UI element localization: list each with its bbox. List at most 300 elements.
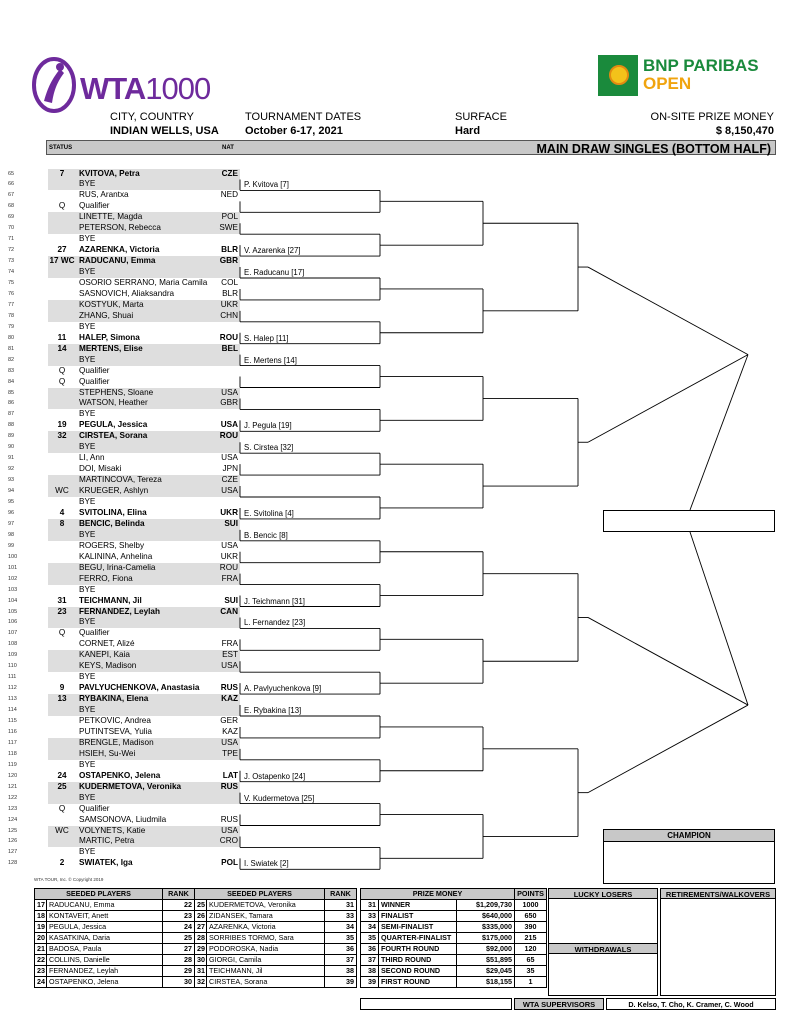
- player-nationality: UKR: [220, 551, 238, 561]
- player-name: RYBAKINA, Elena: [79, 694, 149, 704]
- prize-amount: $92,000: [457, 944, 515, 955]
- player-nationality: CAN: [220, 606, 238, 616]
- player-status: 24: [57, 770, 67, 780]
- prize-row: [361, 933, 547, 944]
- draw-position: 95: [8, 499, 15, 505]
- player-name: RADUCANU, Emma: [79, 256, 156, 266]
- player-nationality: JPN: [222, 464, 238, 474]
- prize-label: ON-SITE PRIZE MONEY: [650, 111, 774, 123]
- draw-position: 97: [8, 520, 15, 527]
- player-name: BYE: [79, 409, 96, 419]
- seed-rank: 35: [325, 933, 357, 944]
- prize-row: [361, 955, 547, 966]
- player-nationality: USA: [221, 486, 238, 496]
- seed-player: PEGULA, Jessica: [47, 922, 163, 933]
- prize-round: SEMI-FINALIST: [379, 922, 457, 933]
- prize-amount: $640,000: [457, 911, 515, 922]
- player-name: ROGERS, Shelby: [79, 540, 145, 550]
- final-winner-box: [603, 510, 775, 532]
- draw-position: 102: [8, 575, 18, 582]
- player-name: SASNOVICH, Aliaksandra: [79, 288, 175, 298]
- prize-row: [361, 900, 547, 911]
- prize-amount: $175,000: [457, 933, 515, 944]
- player-status: 11: [57, 332, 67, 342]
- draw-position: 108: [8, 641, 18, 648]
- player-nationality: RUS: [220, 683, 238, 693]
- player-status: 7: [59, 168, 65, 178]
- draw-position: 103: [8, 586, 18, 593]
- prize-row: [361, 911, 547, 922]
- player-name: BYE: [79, 267, 96, 277]
- player-name: KALININA, Anhelina: [79, 551, 153, 561]
- player-name: BYE: [79, 179, 96, 189]
- seed-number: 30: [195, 955, 207, 966]
- seed-number: 21: [35, 944, 47, 955]
- second-round-name: S. Cirstea [32]: [244, 443, 294, 453]
- player-status: 19: [57, 420, 67, 430]
- bnp-line2: OPEN: [643, 74, 692, 93]
- sf-diagonal: [588, 705, 748, 793]
- player-name: RUS, Arantxa: [79, 190, 129, 200]
- seed-rank: 23: [163, 911, 195, 922]
- player-nationality: CZE: [221, 475, 238, 485]
- player-name: PEGULA, Jessica: [79, 420, 148, 430]
- player-name: SVITOLINA, Elina: [79, 507, 147, 517]
- player-status: WC: [55, 825, 69, 835]
- player-name: WATSON, Heather: [79, 398, 148, 408]
- dates-value: October 6-17, 2021: [245, 125, 343, 137]
- player-nationality: BLR: [221, 245, 238, 255]
- player-nationality: USA: [221, 453, 238, 463]
- wta-num: 1000: [145, 71, 211, 106]
- player-status: 17 WC: [49, 256, 75, 266]
- draw-position: 115: [8, 718, 17, 724]
- seed-number: 18: [35, 911, 47, 922]
- prize-points: 35: [515, 966, 547, 977]
- seeds-header-1: SEEDED PLAYERS: [35, 889, 163, 900]
- player-nationality: USA: [221, 737, 238, 747]
- draw-position: 90: [8, 444, 15, 451]
- draw-position: 96: [8, 509, 15, 516]
- surface-label: SURFACE: [455, 111, 507, 123]
- player-name: Qualifier: [79, 803, 110, 813]
- player-nationality: POL: [221, 212, 238, 222]
- player-status: Q: [58, 803, 66, 813]
- player-nationality: GBR: [219, 256, 238, 266]
- player-status: 9: [59, 683, 65, 693]
- player-name: CORNET, Alizé: [79, 639, 135, 649]
- second-round-name: P. Kvitova [7]: [244, 180, 289, 190]
- player-status: 2: [59, 858, 65, 868]
- draw-position: 82: [8, 356, 15, 363]
- player-name: KANEPI, Kaia: [79, 650, 130, 660]
- player-nationality: NED: [220, 190, 238, 200]
- second-round-name: J. Pegula [19]: [244, 421, 292, 431]
- draw-position: 120: [8, 772, 18, 779]
- seed-row: [35, 922, 357, 933]
- draw-position: 128: [8, 860, 18, 867]
- player-name: BYE: [79, 792, 96, 802]
- copyright: WTA TOUR, Inc. © Copyright 2019: [34, 877, 104, 882]
- player-status: WC: [55, 486, 69, 496]
- player-name: AZARENKA, Victoria: [79, 245, 160, 255]
- seed-rank: 24: [163, 922, 195, 933]
- draw-position: 79: [8, 323, 15, 330]
- seed-rank: 30: [163, 977, 195, 988]
- player-name: HALEP, Simona: [79, 332, 140, 342]
- player-name: ZHANG, Shuai: [79, 310, 134, 320]
- champion-box: [603, 841, 775, 884]
- seed-number: 17: [35, 900, 47, 911]
- player-name: LINETTE, Magda: [79, 212, 143, 222]
- player-nationality: USA: [221, 540, 238, 550]
- draw-position: 119: [8, 761, 17, 768]
- seed-player: SORRIBES TORMO, Sara: [207, 933, 325, 944]
- draw-position: 76: [8, 290, 15, 297]
- draw-position: 118: [8, 750, 17, 757]
- draw-position: 71: [8, 236, 15, 243]
- prize-money-table: [360, 888, 547, 988]
- draw-position: 127: [8, 849, 18, 856]
- city-label: CITY, COUNTRY: [110, 111, 194, 123]
- second-round-name: I. Swiatek [2]: [244, 859, 289, 869]
- seed-row: [35, 955, 357, 966]
- player-name: BEGU, Irina-Camelia: [79, 562, 156, 572]
- player-name: FERRO, Fiona: [79, 573, 133, 583]
- draw-position: 91: [8, 455, 15, 462]
- prize-seed-ref: 37: [361, 955, 379, 966]
- draw-position: 72: [8, 247, 15, 254]
- draw-position: 85: [8, 389, 15, 396]
- prize-seed-ref: 36: [361, 944, 379, 955]
- draw-position: 116: [8, 728, 17, 735]
- draw-position: 105: [8, 608, 18, 615]
- draw-position: 93: [8, 477, 15, 484]
- player-status: Q: [58, 365, 66, 375]
- seed-row: [35, 966, 357, 977]
- seeded-players-table: [34, 888, 357, 988]
- withdrawals-header: WITHDRAWALS: [548, 943, 658, 954]
- player-nationality: KAZ: [221, 694, 238, 704]
- player-nationality: TPE: [222, 748, 238, 758]
- player-nationality: EST: [222, 650, 238, 660]
- seed-player: BADOSA, Paula: [47, 944, 163, 955]
- player-name: LI, Ann: [79, 453, 105, 463]
- prize-points: 650: [515, 911, 547, 922]
- player-status: 23: [57, 606, 67, 616]
- prize-round: WINNER: [379, 900, 457, 911]
- seed-number: 22: [35, 955, 47, 966]
- player-nationality: SUI: [224, 595, 238, 605]
- player-status: 31: [57, 595, 67, 605]
- draw-position: 83: [8, 367, 15, 374]
- player-nationality: LAT: [222, 770, 238, 780]
- second-round-name: E. Rybakina [13]: [244, 706, 302, 715]
- prize-seed-ref: 39: [361, 977, 379, 988]
- player-name: PUTINTSEVA, Yulia: [79, 726, 152, 736]
- draw-position: 75: [8, 280, 15, 286]
- player-name: BYE: [79, 442, 96, 452]
- seed-number: 20: [35, 933, 47, 944]
- prize-row: [361, 966, 547, 977]
- player-name: KRUEGER, Ashlyn: [79, 486, 149, 496]
- prize-round: SECOND ROUND: [379, 966, 457, 977]
- seed-number: 23: [35, 966, 47, 977]
- draw-position: 117: [8, 739, 17, 746]
- draw-position: 124: [8, 816, 18, 823]
- second-round-name: B. Bencic [8]: [244, 530, 288, 540]
- player-name: BYE: [79, 234, 96, 244]
- prize-points: 65: [515, 955, 547, 966]
- player-name: BENCIC, Belinda: [79, 518, 145, 528]
- wta-bold: WTA: [80, 71, 146, 106]
- player-name: PETERSON, Rebecca: [79, 223, 161, 233]
- seed-number: 31: [195, 966, 207, 977]
- player-name: PAVLYUCHENKOVA, Anastasia: [79, 683, 200, 693]
- draw-position: 88: [8, 422, 15, 429]
- player-status: 14: [57, 343, 67, 353]
- draw-position: 67: [8, 192, 15, 199]
- player-nationality: UKR: [220, 507, 238, 517]
- player-nationality: ROU: [219, 431, 238, 441]
- draw-position: 69: [8, 214, 15, 221]
- signature-box: [360, 998, 512, 1010]
- player-name: HSIEH, Su-Wei: [79, 748, 136, 758]
- player-nationality: RUS: [220, 781, 238, 791]
- player-status: 25: [57, 781, 67, 791]
- draw-position: 99: [8, 542, 15, 549]
- seed-rank: 25: [163, 933, 195, 944]
- draw-position: 92: [8, 466, 15, 473]
- prize-round: FIRST ROUND: [379, 977, 457, 988]
- seed-rank: 36: [325, 944, 357, 955]
- status-column-label: STATUS: [49, 145, 73, 151]
- prize-points: 390: [515, 922, 547, 933]
- player-name: KVITOVA, Petra: [79, 168, 140, 178]
- seed-row: [35, 933, 357, 944]
- player-nationality: KAZ: [222, 726, 238, 736]
- player-name: MARTINCOVA, Tereza: [79, 475, 162, 485]
- points-header: POINTS: [515, 889, 547, 900]
- draw-position: 104: [8, 597, 18, 604]
- sf-diagonal: [588, 355, 748, 443]
- nat-column-label: NAT: [222, 145, 234, 151]
- seed-rank: 31: [325, 900, 357, 911]
- prize-seed-ref: 31: [361, 900, 379, 911]
- draw-position: 89: [8, 433, 15, 440]
- seed-rank: 27: [163, 944, 195, 955]
- draw-position: 107: [8, 630, 18, 637]
- player-name: TEICHMANN, Jil: [79, 595, 142, 605]
- prize-row: [361, 977, 547, 988]
- prize-seed-ref: 33: [361, 911, 379, 922]
- player-nationality: SWE: [219, 223, 238, 233]
- sf-diagonal: [588, 617, 748, 705]
- player-name: Qualifier: [79, 365, 110, 375]
- player-nationality: USA: [221, 825, 238, 835]
- player-nationality: UKR: [220, 299, 238, 309]
- draw-position: 65: [8, 170, 15, 177]
- supervisors-label: WTA SUPERVISORS: [514, 998, 604, 1010]
- seed-number: 24: [35, 977, 47, 988]
- draw-position: 126: [8, 838, 18, 845]
- seed-row: [35, 977, 357, 988]
- draw-position: 106: [8, 619, 18, 626]
- player-nationality: USA: [220, 420, 238, 430]
- prize-seed-ref: 38: [361, 966, 379, 977]
- seed-rank: 37: [325, 955, 357, 966]
- seed-rank: 39: [325, 977, 357, 988]
- seed-rank: 22: [163, 900, 195, 911]
- player-status: 32: [57, 431, 67, 441]
- prize-header: PRIZE MONEY: [361, 889, 515, 900]
- prize-points: 215: [515, 933, 547, 944]
- second-round-name: E. Raducanu [17]: [244, 268, 305, 277]
- draw-position: 121: [8, 783, 18, 790]
- player-name: OSORIO SERRANO, Maria Camila: [79, 278, 208, 287]
- seed-number: 28: [195, 933, 207, 944]
- draw-position: 111: [8, 674, 17, 681]
- seed-number: 25: [195, 900, 207, 911]
- retirements-header: RETIREMENTS/WALKOVERS: [660, 888, 776, 899]
- player-nationality: CZE: [221, 168, 238, 178]
- draw-position: 84: [8, 378, 15, 385]
- seed-player: OSTAPENKO, Jelena: [47, 977, 163, 988]
- draw-position: 110: [8, 663, 17, 670]
- player-name: BRENGLE, Madison: [79, 737, 154, 747]
- prize-amount: $1,209,730: [457, 900, 515, 911]
- player-name: BYE: [79, 672, 96, 682]
- seed-rank: 34: [325, 922, 357, 933]
- prize-value: $ 8,150,470: [715, 125, 774, 137]
- draw-position: 68: [8, 203, 15, 210]
- player-name: MERTENS, Elise: [79, 343, 143, 353]
- draw-position: 77: [8, 301, 15, 308]
- player-name: SWIATEK, Iga: [79, 858, 133, 868]
- draw-position: 87: [8, 411, 15, 418]
- prize-points: 120: [515, 944, 547, 955]
- final-diagonal: [690, 532, 748, 705]
- seeds-header-4: RANK: [325, 889, 357, 900]
- seed-player: COLLINS, Danielle: [47, 955, 163, 966]
- draw-position: 80: [8, 334, 15, 341]
- prize-round: FOURTH ROUND: [379, 944, 457, 955]
- player-nationality: POL: [221, 858, 238, 868]
- player-name: Qualifier: [79, 376, 110, 386]
- player-name: BYE: [79, 529, 96, 539]
- player-name: STEPHENS, Sloane: [79, 387, 154, 397]
- draw-position: 123: [8, 805, 18, 812]
- player-name: BYE: [79, 354, 96, 364]
- player-status: 13: [57, 694, 67, 704]
- prize-round: THIRD ROUND: [379, 955, 457, 966]
- prize-round: QUARTER-FINALIST: [379, 933, 457, 944]
- prize-row: [361, 944, 547, 955]
- seed-rank: 33: [325, 911, 357, 922]
- seed-number: 26: [195, 911, 207, 922]
- player-nationality: BEL: [221, 343, 238, 353]
- seed-player: KASATKINA, Daria: [47, 933, 163, 944]
- seed-row: [35, 900, 357, 911]
- final-diagonal: [690, 355, 748, 510]
- player-status: 4: [59, 507, 65, 517]
- seed-row: [35, 944, 357, 955]
- lucky-losers-box: [548, 888, 658, 996]
- player-nationality: COL: [221, 278, 238, 287]
- player-name: SAMSONOVA, Liudmila: [79, 814, 167, 824]
- seeds-header-3: SEEDED PLAYERS: [195, 889, 325, 900]
- bnp-line1: BNP PARIBAS: [643, 56, 759, 75]
- player-name: KOSTYUK, Marta: [79, 299, 144, 309]
- player-status: Q: [58, 628, 66, 638]
- prize-points: 1: [515, 977, 547, 988]
- player-name: BYE: [79, 759, 96, 769]
- draw-position: 94: [8, 488, 15, 495]
- lucky-losers-header: LUCKY LOSERS: [548, 888, 658, 899]
- draw-position: 81: [8, 345, 15, 352]
- seed-number: 27: [195, 922, 207, 933]
- seed-player: KUDERMETOVA, Veronika: [207, 900, 325, 911]
- prize-amount: $51,895: [457, 955, 515, 966]
- player-name: FERNANDEZ, Leylah: [79, 606, 160, 616]
- second-round-name: V. Kudermetova [25]: [244, 793, 315, 803]
- player-name: KEYS, Madison: [79, 661, 137, 671]
- player-name: PETKOVIC, Andrea: [79, 716, 151, 725]
- draw-position: 78: [8, 312, 15, 319]
- prize-points: 1000: [515, 900, 547, 911]
- draw-position: 70: [8, 225, 15, 232]
- seed-player: GIORGI, Camila: [207, 955, 325, 966]
- sf-diagonal: [588, 267, 748, 355]
- player-name: BYE: [79, 617, 96, 627]
- player-name: BYE: [79, 497, 96, 506]
- prize-amount: $29,045: [457, 966, 515, 977]
- draw-position: 122: [8, 794, 18, 801]
- player-nationality: FRA: [221, 639, 238, 649]
- seed-number: 29: [195, 944, 207, 955]
- second-round-name: V. Azarenka [27]: [244, 246, 301, 256]
- seed-player: ZIDANSEK, Tamara: [207, 911, 325, 922]
- player-nationality: SUI: [224, 518, 238, 528]
- seed-player: AZARENKA, Victoria: [207, 922, 325, 933]
- seed-number: 19: [35, 922, 47, 933]
- second-round-name: E. Mertens [14]: [244, 355, 297, 365]
- draw-position: 66: [8, 181, 15, 188]
- player-name: BYE: [79, 705, 96, 715]
- player-name: BYE: [79, 584, 96, 594]
- player-nationality: CHN: [220, 310, 238, 320]
- draw-position: 100: [8, 553, 18, 560]
- dates-label: TOURNAMENT DATES: [245, 111, 362, 123]
- second-round-name: E. Svitolina [4]: [244, 508, 294, 518]
- second-round-name: A. Pavlyuchenkova [9]: [244, 684, 322, 694]
- player-status: 8: [59, 518, 65, 528]
- player-name: Qualifier: [79, 628, 110, 638]
- draw-position: 114: [8, 707, 17, 714]
- retirements-box: [660, 888, 776, 996]
- draw-position: 101: [8, 564, 18, 571]
- seed-player: KONTAVEIT, Anett: [47, 911, 163, 922]
- second-round-name: L. Fernandez [23]: [244, 618, 306, 628]
- seed-rank: 29: [163, 966, 195, 977]
- player-name: Qualifier: [79, 201, 110, 211]
- player-nationality: FRA: [221, 573, 238, 583]
- player-status: Q: [58, 201, 66, 211]
- seed-player: FERNANDEZ, Leylah: [47, 966, 163, 977]
- player-nationality: USA: [221, 661, 238, 671]
- city-value: INDIAN WELLS, USA: [110, 125, 219, 137]
- prize-seed-ref: 35: [361, 933, 379, 944]
